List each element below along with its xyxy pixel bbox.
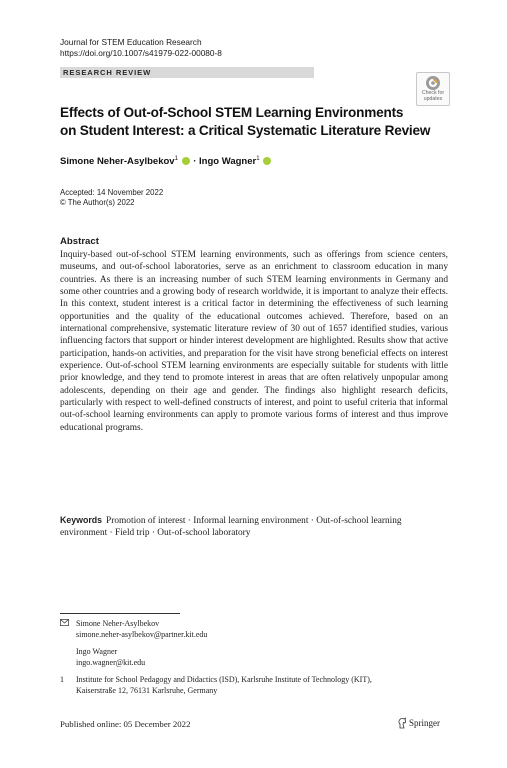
affiliation-line-1: Institute for School Pedagogy and Didactics (ISD), Karlsruhe Institute of Technology (KIT),: [76, 675, 372, 684]
keywords-text: Promotion of interest · Informal learning environment · Out-of-school learning environment · Field trip · Out-of-school laboratory: [60, 516, 402, 539]
author-name-1[interactable]: Simone Neher-Asylbekov: [60, 156, 175, 168]
abstract-text: Inquiry-based out-of-school STEM learning environments, such as offerings from science centers, museums, and out-of-school laboratories, serve as an enrichment to classroom education in many countries. As there is an increasing number of such STEM learning environments in Germany and some other countries and a growing body of research worldwide, it is important to analyze their effects. In this context, student interest is a critical factor in determining the effectiveness of such learning opportunities and the quality of the educational outcomes achieved. Therefore, based on an international comprehensive, systematic literature review of 30 out of 1657 identified studies, various influencing factors that support or hinder interest development are highlighted. Results show that active participation, hands-on activities, and preparation for the visit have strong beneficial effects on interest experience. Out-of-school STEM learning environments are especially suitable for students with little prior knowledge, and they tend to promote interest in areas that are often relatively unpopular among adolescents, depending on their age and gender. The findings also highlight research deficits, particularly with respect to well-defined constructs of interest, and point to useful criteria that informal out-of-school learning environments can apply to promote various forms of interest and thus improve educational programs.: [60, 250, 448, 433]
author-affil-2: 1: [256, 156, 260, 162]
copyright-notice: © The Author(s) 2022: [60, 198, 135, 207]
title-line-1: Effects of Out-of-School STEM Learning Environments: [60, 105, 404, 120]
article-title: [60, 104, 460, 140]
contact-entry: [60, 647, 372, 668]
published-date: Published online: 05 December 2022: [60, 719, 191, 729]
contact-email-2[interactable]: ingo.wagner@kit.edu: [76, 657, 146, 667]
author-name-2[interactable]: Ingo Wagner: [199, 156, 257, 168]
orcid-icon[interactable]: [182, 157, 190, 165]
springer-horse-icon: [397, 717, 407, 729]
article-dates: [60, 188, 163, 208]
affiliation-number: 1: [60, 675, 64, 684]
envelope-icon: [60, 619, 69, 630]
check-updates-line2: updates: [423, 95, 443, 102]
author-affil-1: 1: [174, 156, 178, 162]
footnote-divider: [60, 613, 180, 614]
footnotes: [60, 619, 372, 696]
journal-name: Journal for STEM Education Research: [60, 37, 202, 47]
title-line-2: on Student Interest: a Critical Systematic Literature Review: [60, 123, 431, 138]
accepted-date: Accepted: 14 November 2022: [60, 188, 164, 197]
check-updates-icon: [425, 75, 441, 91]
author-list: [60, 156, 272, 167]
check-for-updates-badge[interactable]: [416, 72, 450, 106]
journal-header: [60, 37, 222, 59]
publisher-logo[interactable]: [397, 717, 440, 729]
contact-name-2: Ingo Wagner: [76, 647, 118, 656]
section-label-bar: [60, 67, 314, 78]
keywords-block: [60, 514, 448, 540]
affiliation-entry: [60, 675, 372, 696]
section-label: RESEARCH REVIEW: [63, 68, 152, 77]
affiliation-line-2: Kaiserstraße 12, 76131 Karlsruhe, Germany: [76, 685, 218, 695]
journal-doi[interactable]: https://doi.org/10.1007/s41979-022-00080-8: [60, 48, 222, 58]
author-separator: ·: [190, 156, 200, 168]
check-updates-line1: Check for: [421, 90, 445, 96]
orcid-icon[interactable]: [263, 157, 271, 165]
keywords-label: Keywords: [60, 515, 103, 525]
contact-entry: [60, 619, 372, 640]
abstract-heading: Abstract: [60, 236, 99, 247]
contact-name-1: Simone Neher-Asylbekov: [76, 619, 160, 628]
contact-email-1[interactable]: simone.neher-asylbekov@partner.kit.edu: [76, 629, 208, 639]
publisher-name: Springer: [409, 718, 440, 728]
